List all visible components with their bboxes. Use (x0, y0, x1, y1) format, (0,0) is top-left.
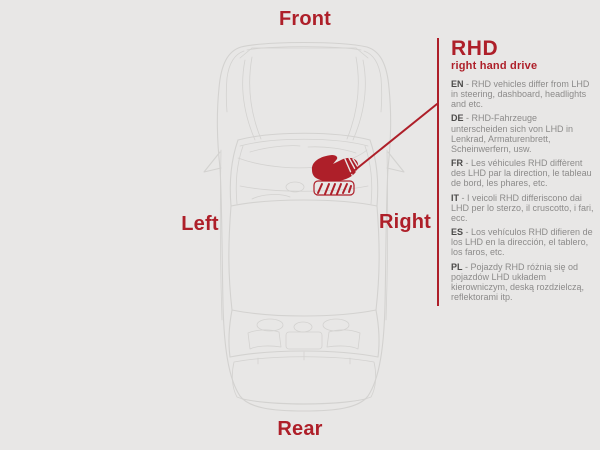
lang-entry-fr (451, 158, 595, 188)
lang-code: PL (451, 261, 463, 272)
lang-text: RHD-Fahrzeuge unterscheiden sich von LHD in Lenkrad, Armaturenbrett, Scheinwerfern, usw. (451, 113, 574, 154)
right-label: Right (378, 211, 432, 233)
lang-text: RHD vehicles differ from LHD in steering, dashboard, headlights and etc. (451, 79, 590, 110)
lang-code: FR (451, 158, 463, 169)
lang-entry-es (451, 227, 595, 257)
lang-text: Les véhicules RHD diffèrent des LHD par la direction, le tableau de bord, les phares, etc. (451, 158, 592, 189)
lang-entry-en (451, 79, 595, 109)
lang-code: DE (451, 113, 464, 124)
lang-entry-de (451, 113, 595, 154)
lang-code: ES (451, 227, 464, 238)
lang-entry-it (451, 193, 595, 223)
rear-label: Rear (277, 418, 323, 440)
separator: - (462, 261, 471, 272)
separator: - (463, 79, 472, 89)
separator: - (463, 227, 472, 238)
callout-line (350, 104, 437, 174)
callout-title: RHD (451, 37, 499, 60)
lang-text: I veicoli RHD differiscono dai LHD per lo sterzo, il cruscotto, i fari, ecc. (451, 192, 594, 223)
left-label: Left (181, 213, 219, 235)
callout-subtitle: right hand drive (451, 60, 538, 72)
separator: - (463, 113, 472, 124)
front-label: Front (278, 8, 332, 30)
rhd-callout-box (437, 38, 595, 306)
separator: - (459, 192, 467, 203)
lang-entry-pl (451, 262, 595, 303)
lang-code: IT (451, 192, 459, 203)
lang-text: Pojazdy RHD różnią się od pojazdów LHD układem kierowniczym, deską rozdzielczą, reflektorami itp. (451, 261, 585, 302)
lang-text: Los vehículos RHD difieren de los LHD en la dirección, el tablero, los faros, etc. (451, 227, 593, 258)
separator: - (463, 158, 471, 169)
lang-code: EN (451, 79, 464, 89)
